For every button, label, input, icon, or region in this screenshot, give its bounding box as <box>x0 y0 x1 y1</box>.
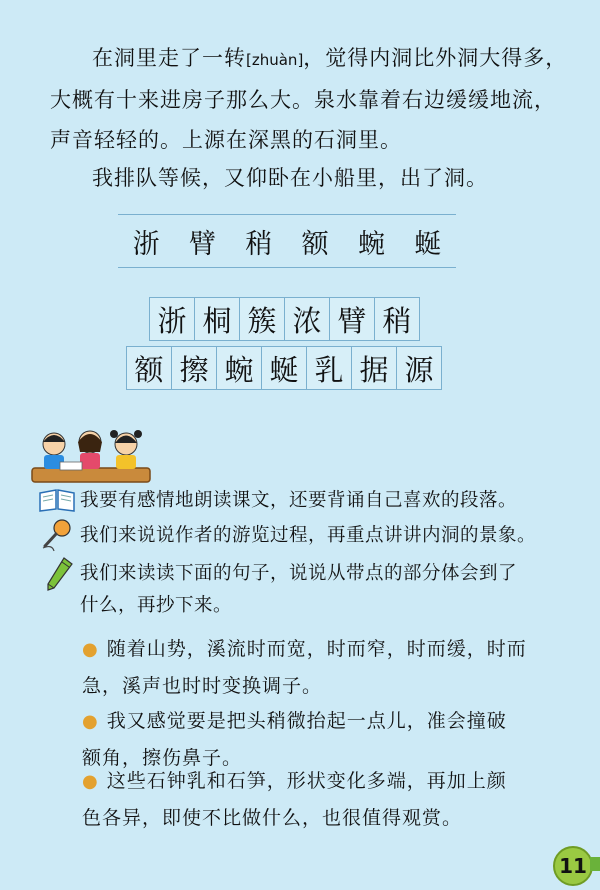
writing-grid-row-1 <box>150 297 420 341</box>
new-character: 臂 <box>188 228 216 260</box>
passage-paragraph-1 <box>50 38 570 160</box>
grid-character: 源 <box>396 346 442 390</box>
grid-character: 额 <box>126 346 172 390</box>
new-character: 蜿 <box>357 228 385 260</box>
page-tab <box>590 857 600 871</box>
grid-character: 臂 <box>329 297 375 341</box>
open-book-icon <box>38 487 76 513</box>
tip-retell: 我们来说说作者的游览过程，再重点讲讲内洞的景象。 <box>80 525 537 546</box>
sentence-item-2: ● 我又感觉要是把头稍微抬起一点儿，准会撞破 额角，擦伤鼻子。 <box>82 710 507 769</box>
grid-character: 桐 <box>194 297 240 341</box>
new-character: 蜒 <box>414 228 442 260</box>
grid-character: 稍 <box>374 297 420 341</box>
children-reading-illustration <box>30 424 152 486</box>
grid-character: 擦 <box>171 346 217 390</box>
passage-paragraph-2: 我排队等候，又仰卧在小船里，出了洞。 <box>92 166 488 190</box>
sentence-item-3: ● 这些石钟乳和石笋，形状变化多端，再加上颜 色各异，即使不比做什么，也很值得观赏。 <box>82 770 507 829</box>
new-character: 稍 <box>245 228 273 260</box>
sentence-item-1: ● 随着山势，溪流时而宽，时而窄，时而缓，时而 急，溪声也时时变换调子。 <box>82 638 527 697</box>
new-characters-row <box>118 214 456 268</box>
bullet-dot: ● <box>82 711 99 732</box>
pen-icon <box>44 556 74 594</box>
grid-character: 蜒 <box>261 346 307 390</box>
bullet-dot: ● <box>82 771 99 792</box>
grid-character: 浓 <box>284 297 330 341</box>
page-number: 11 <box>553 846 593 886</box>
tip-read-aloud: 我要有感情地朗读课文，还要背诵自己喜欢的段落。 <box>80 490 518 511</box>
grid-character: 乳 <box>306 346 352 390</box>
writing-grid-row-2 <box>127 346 442 390</box>
grid-character: 据 <box>351 346 397 390</box>
grid-character: 浙 <box>149 297 195 341</box>
grid-character: 蜿 <box>216 346 262 390</box>
pinyin-annotation: [zhuàn] <box>246 51 304 69</box>
new-character: 浙 <box>132 228 160 260</box>
new-character: 额 <box>301 228 329 260</box>
tip-sentence-study: 我们来读读下面的句子，说说从带点的部分体会到了 什么，再抄下来。 <box>80 563 518 616</box>
passage-text-cont: ，觉得内洞比外洞大得多，大概有十来进房子那么大。泉水靠着右边缓缓地流，声音轻轻的。上源在深黑的石洞里。 <box>50 46 568 152</box>
bullet-dot: ● <box>82 639 99 660</box>
grid-character: 簇 <box>239 297 285 341</box>
microphone-icon <box>40 518 74 552</box>
passage-text: 在洞里走了一转 <box>92 46 246 70</box>
